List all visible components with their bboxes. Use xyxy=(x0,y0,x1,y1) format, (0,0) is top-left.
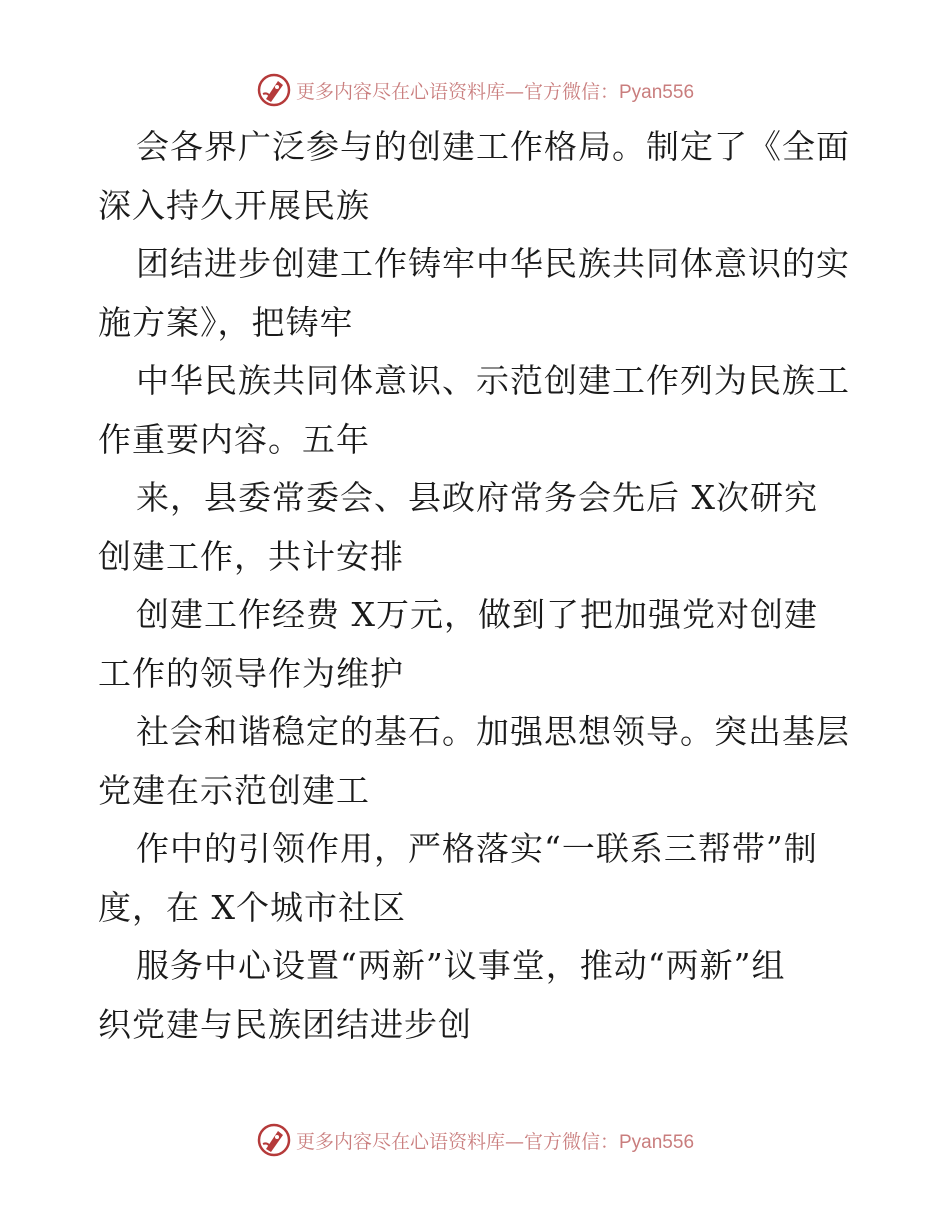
text-line: 中华民族共同体意识、示范创建工作列为民族工 xyxy=(136,361,850,400)
paragraph xyxy=(98,820,858,937)
pen-nib-logo-icon xyxy=(256,1122,292,1158)
text-line: 团结进步创建工作铸牢中华民族共同体意识的实 xyxy=(136,244,850,283)
text-line: 作重要内容。五年 xyxy=(98,419,370,459)
header-watermark xyxy=(0,68,950,112)
paragraph xyxy=(98,352,858,469)
text-line: 党建在示范创建工 xyxy=(98,770,370,810)
text-line: 织党建与民族团结进步创 xyxy=(98,1004,472,1044)
text-line: 服务中心设置“两新”议事堂，推动“两新”组 xyxy=(136,946,786,985)
paragraph xyxy=(98,937,858,1054)
paragraph xyxy=(98,469,858,586)
paragraph xyxy=(98,703,858,820)
text-line: 会各界广泛参与的创建工作格局。制定了《全面 xyxy=(136,127,850,166)
document-body xyxy=(98,118,858,1054)
text-line: 作中的引领作用，严格落实“一联系三帮带”制 xyxy=(136,829,818,868)
text-line: 社会和谐稳定的基石。加强思想领导。突出基层 xyxy=(136,712,850,751)
paragraph xyxy=(98,235,858,352)
text-line: 度，在 X个城市社区 xyxy=(98,887,406,927)
watermark-text: 更多内容尽在心语资料库—官方微信：Pyan556 xyxy=(295,1130,695,1153)
paragraph xyxy=(98,118,858,235)
footer-watermark xyxy=(0,1118,950,1162)
text-line: 创建工作，共计安排 xyxy=(98,536,404,576)
text-line: 深入持久开展民族 xyxy=(98,185,370,225)
text-line: 来，县委常委会、县政府常务会先后 X次研究 xyxy=(136,478,818,517)
watermark-text: 更多内容尽在心语资料库—官方微信：Pyan556 xyxy=(295,80,695,103)
pen-nib-logo-icon xyxy=(256,72,292,108)
text-line: 施方案》，把铸牢 xyxy=(98,302,354,342)
paragraph xyxy=(98,586,858,703)
text-line: 工作的领导作为维护 xyxy=(98,653,404,693)
text-line: 创建工作经费 X万元，做到了把加强党对创建 xyxy=(136,595,818,634)
